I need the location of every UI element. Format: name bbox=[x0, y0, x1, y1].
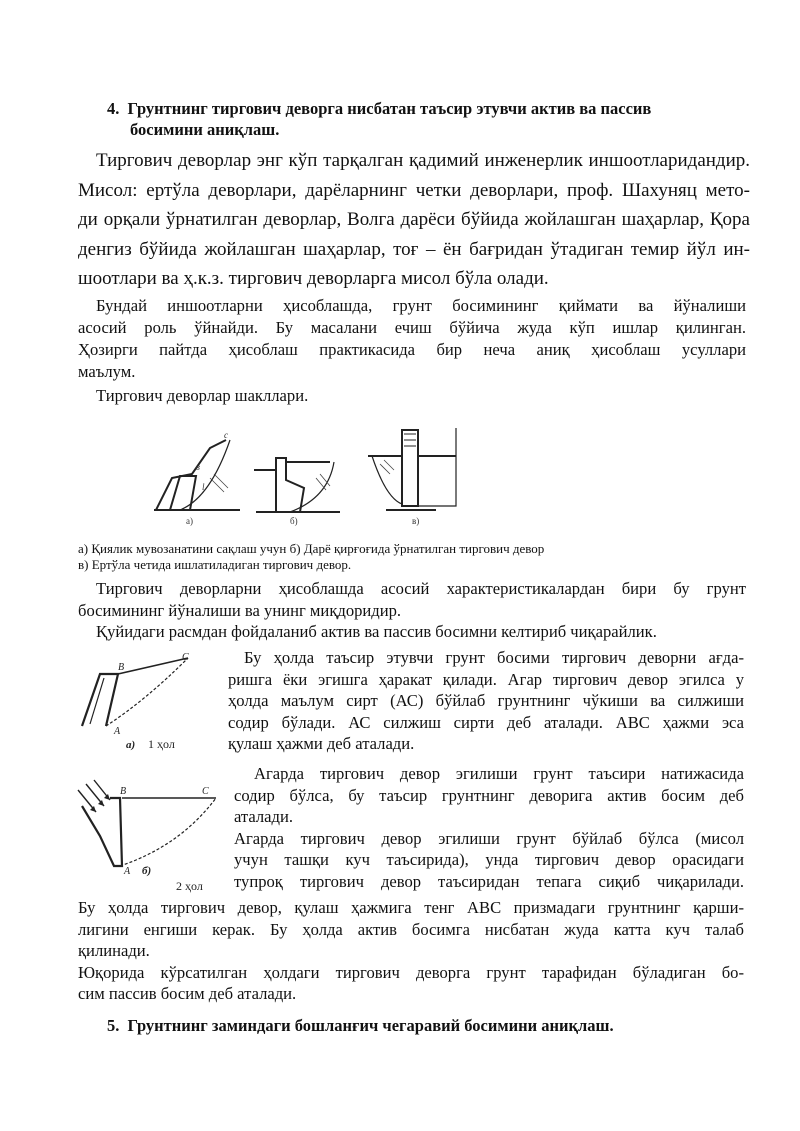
figure-a-point-c: c bbox=[224, 430, 228, 440]
paragraph-1-line: денгиз бўйида жойлашган шаҳарлар, тоғ – ён бағридан ўтадиган темир йўл ин- bbox=[78, 238, 750, 260]
case-1-label: 1 ҳол bbox=[148, 737, 175, 751]
figure-b-ground-top bbox=[254, 462, 330, 470]
paragraph-3 bbox=[78, 578, 746, 643]
case-2-point-c: C bbox=[202, 786, 209, 797]
paragraph-4-line: қилинади. bbox=[78, 941, 150, 960]
paragraph-1-line: Тиргович деворлар энг кўп тарқалган қадимий инженерлик иншоотларидандир. bbox=[96, 150, 750, 171]
case-2-line: Агарда тиргович девор эгилиши грунт таъсири натижасида bbox=[254, 764, 744, 783]
section-5-number: 5. bbox=[107, 1016, 120, 1035]
case-1-line: қулаш ҳажми деб аталади. bbox=[228, 734, 415, 753]
figure-1-caption-line1: а) Қиялик мувозанатини сақлаш учун б) Дарё қирғоғида ўрнатилган тиргович девор bbox=[78, 541, 545, 556]
figure-c-wall bbox=[402, 430, 418, 506]
case-1-ground-surface bbox=[118, 658, 188, 674]
case-1-point-c: C bbox=[182, 652, 189, 663]
figure-c-right-side bbox=[418, 428, 456, 506]
figure-a-mark-l: l bbox=[202, 482, 205, 492]
paragraph-2 bbox=[78, 295, 746, 407]
paragraph-2-line: асосий роль ўйнайди. Бу масалани ечиш бўйича жуда кўп ишлар қилинган. bbox=[78, 318, 746, 337]
paragraph-4-line: Бу ҳолда тиргович девор, қулаш ҳажмига тенг АВС призмадаги грунтнинг қарши- bbox=[78, 898, 744, 917]
case-2-wall bbox=[82, 798, 122, 866]
figure-b-wall bbox=[276, 458, 304, 512]
paragraph-3-line: босимининг йўналиши ва унинг миқдоридир. bbox=[78, 600, 402, 620]
case-1-point-a: A bbox=[114, 726, 121, 737]
case-2-line: аталади. bbox=[234, 807, 294, 826]
figure-1-caption bbox=[78, 541, 758, 573]
case-1-line: Бу ҳолда таъсир этувчи грунт босими тиргович деворни ағда- bbox=[244, 648, 744, 667]
figure-c-hatch bbox=[404, 434, 416, 446]
section-5-title: Грунтнинг заминдаги бошланғич чегаравий босимини аниқлаш. bbox=[127, 1016, 614, 1035]
case-2-fig-label: б) bbox=[142, 865, 152, 877]
case-2-line: Агарда тиргович девор эгилиши грунт бўйлаб бўлса (мисол bbox=[234, 828, 744, 848]
paragraph-3-line: Қуйидаги расмдан фойдаланиб актив ва пассив босимни келтириб чиқарайлик. bbox=[96, 622, 657, 641]
figure-a-wall bbox=[170, 476, 196, 510]
section-4-heading bbox=[107, 99, 767, 119]
case-1-line: ҳолда маълум сирт (АС) бўйлаб грунтнинг чўкиши ва силжиши bbox=[228, 691, 744, 710]
case-1-figure bbox=[76, 650, 226, 756]
case-2-label: 2 ҳол bbox=[176, 879, 203, 893]
case-1-wall bbox=[82, 674, 118, 726]
figure-1-caption-line2: в) Ертўла четида ишлатиладиган тиргович девор. bbox=[78, 557, 352, 572]
section-4-number: 4. bbox=[107, 99, 120, 118]
paragraph-2-line: Ҳозирги пайтда ҳисоблаш практикасида бир неча аниқ ҳисоблаш усуллари bbox=[78, 340, 746, 359]
paragraph-1-line: Мисол: ертўла деворлари, дарёларнинг четки деворлари, проф. Шахуняц мето- bbox=[78, 179, 750, 201]
shapes-title: Тиргович деворлар шакллари. bbox=[96, 386, 309, 405]
case-2-line: тупроқ тиргович девор таъсиридан тепага сиқиб чиқарилади. bbox=[234, 871, 744, 891]
case-2-line: содир бўлса, бу таъсир грунтнинг деворига актив босим деб bbox=[234, 785, 744, 805]
case-1-text bbox=[228, 647, 744, 755]
case-2-point-b: B bbox=[120, 786, 127, 797]
retaining-wall-shapes-figure bbox=[150, 418, 470, 530]
section-4-title-line1: Грунтнинг тиргович деворга нисбатан таъсир этувчи актив ва пассив bbox=[127, 99, 652, 118]
case-2-point-a: A bbox=[124, 866, 131, 877]
case-1-line: содир бўлади. АС силжиш сирти деб аталади. АВС ҳажми эса bbox=[228, 712, 744, 732]
case-1-point-b: B bbox=[118, 662, 125, 673]
case-1-fig-label: а) bbox=[126, 739, 136, 751]
case-2-text bbox=[234, 763, 744, 892]
figure-a-label: a) bbox=[186, 516, 193, 526]
figure-c-label: в) bbox=[412, 516, 420, 526]
figure-b-label: б) bbox=[290, 516, 298, 526]
figure-a-point-b: в bbox=[196, 462, 200, 472]
paragraph-4-line: лигини енгиши керак. Бу ҳолда актив босимга нисбатан жуда катта куч талаб bbox=[78, 919, 744, 939]
paragraph-1-line: ди орқали ўрнатилган деворлар, Волга дарёси бўйида жойлашган шаҳарлар, Қора bbox=[78, 209, 750, 230]
paragraph-1 bbox=[78, 146, 750, 294]
figure-b-slip-arc bbox=[290, 462, 334, 512]
paragraph-2-line: маълум. bbox=[78, 362, 136, 381]
paragraph-4-line: Юқорида кўрсатилган ҳолдаги тиргович деворга грунт тарафидан бўладиган бо- bbox=[78, 962, 744, 982]
case-2-slip-line bbox=[120, 798, 216, 866]
paragraph-4-line: сим пассив босим деб аталади. bbox=[78, 984, 297, 1003]
case-1-line: ришга ёки эгишга ҳаракат қилади. Агар тиргович девор эгилса у bbox=[228, 669, 744, 689]
case-2-line: учун ташқи куч таъсирида), унда тиргович девор орасидаги bbox=[234, 850, 744, 869]
case-2-figure bbox=[76, 776, 226, 896]
section-4-title-line2: босимини аниқлаш. bbox=[130, 120, 280, 139]
paragraph-2-line: Бундай иншоотларни ҳисоблашда, грунт босимининг қиймати ва йўналиши bbox=[96, 296, 746, 315]
section-5-heading bbox=[107, 1016, 767, 1036]
paragraph-4 bbox=[78, 897, 744, 1005]
paragraph-3-line: Тиргович деворларни ҳисоблашда асосий характеристикалардан бири бу грунт bbox=[96, 579, 746, 598]
paragraph-1-line: шоотлари ва ҳ.к.з. тиргович деворларга мисол бўла олади. bbox=[78, 268, 549, 289]
